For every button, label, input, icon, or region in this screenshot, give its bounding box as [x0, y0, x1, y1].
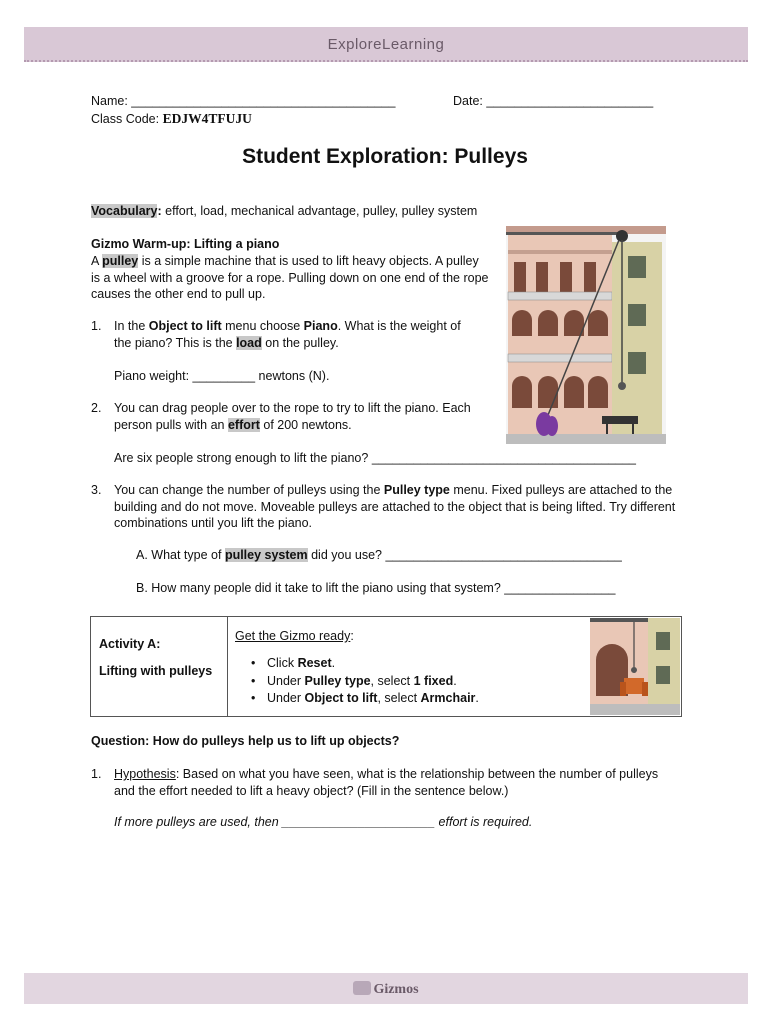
gizmos-brand-text: Gizmos [373, 982, 419, 997]
pulley-building-illustration [506, 226, 666, 444]
q3-text-1: You can change the number of pulleys using the [114, 483, 384, 497]
question-3-text [114, 482, 680, 532]
step1-text-c: . [331, 656, 336, 670]
warmup-text-rest: is a simple machine that is used to lift heavy objects. A pulley is a wheel with a groove for a rope. Pulling down on one end of the rope causes the other end to pull up. [91, 254, 489, 301]
get-gizmo-ready-colon: : [350, 629, 354, 643]
question-3b[interactable]: B. How many people did it take to lift the piano using that system? ________________ [136, 581, 616, 595]
gizmos-icon [353, 981, 371, 995]
question-2-text [114, 400, 484, 433]
q3a-text-1: A. What type of [136, 548, 225, 562]
vocabulary-terms: effort, load, mechanical advantage, pulley, pulley system [161, 204, 478, 218]
question-heading: Question: How do pulleys help us to lift up objects? [91, 734, 400, 748]
gizmos-logo [24, 981, 748, 998]
step-reset [251, 655, 479, 673]
class-code-label: Class Code: [91, 112, 163, 126]
hypothesis-sentence[interactable]: If more pulleys are used, then ______________________ effort is required. [114, 815, 533, 829]
q1-menu: Object to lift [148, 319, 222, 333]
explorelearning-logo: ExploreLearning [327, 36, 445, 53]
effort-term: effort [227, 417, 260, 432]
load-term: load [236, 335, 262, 350]
hypothesis-body: : Based on what you have seen, what is the relationship between the number of pulleys and the effort needed to lift a heavy object? (Fill in the sentence below.) [114, 767, 659, 798]
step-object-to-lift [251, 690, 479, 708]
step3-object-to-lift: Object to lift [304, 691, 378, 705]
warmup-text [91, 253, 491, 303]
piano-weight-answer[interactable]: Piano weight: _________ newtons (N). [114, 369, 330, 383]
q2-text-1: You can drag people over to the rope to try to lift the piano. Each person pulls with an [114, 401, 471, 432]
step1-reset: Reset [297, 656, 332, 670]
get-gizmo-ready [235, 629, 354, 643]
step2-pulley-type: Pulley type [304, 673, 371, 688]
q1-piano: Piano [303, 319, 338, 333]
question-1-text [114, 318, 474, 351]
q3-menu: Pulley type [383, 483, 450, 497]
name-field[interactable]: Name: ______________________________________ [91, 94, 396, 108]
step3-armchair: Armchair [420, 691, 476, 705]
pulley-term: pulley [102, 254, 139, 268]
q1-text-4: on the pulley. [261, 335, 339, 350]
warmup-text-a: A [91, 254, 103, 268]
setup-steps [251, 655, 479, 708]
header-bar [24, 27, 748, 62]
armchair-pulley-illustration [590, 618, 680, 715]
step2-one-fixed: 1 fixed [413, 673, 454, 688]
question-3-number: 3. [91, 483, 102, 497]
page-title: Student Exploration: Pulleys [242, 145, 528, 168]
pulley-system-term: pulley system [224, 548, 308, 562]
question-1-number: 1. [91, 319, 102, 333]
vocabulary-label: Vocabulary [91, 204, 158, 218]
hypothesis-number: 1. [91, 767, 102, 781]
q2-text-2: of 200 newtons. [259, 417, 352, 432]
step3-text-e: . [475, 691, 479, 705]
date-field[interactable]: Date: ________________________ [453, 94, 654, 108]
warmup-title: Gizmo Warm-up: Lifting a piano [91, 237, 280, 251]
activity-divider [227, 617, 228, 716]
step1-text-a: Click [267, 656, 298, 670]
activity-subtitle: Lifting with pulleys [99, 664, 213, 678]
q1-text-1: In the [114, 319, 149, 333]
hypothesis-label: Hypothesis [114, 767, 176, 781]
six-people-question[interactable]: Are six people strong enough to lift the piano? ______________________________________ [114, 451, 636, 465]
hypothesis-text [114, 766, 680, 799]
step2-text-a: Under [267, 673, 305, 688]
question-2-number: 2. [91, 401, 102, 415]
q1-text-2: menu choose [221, 319, 304, 333]
step-pulley-type [251, 673, 479, 691]
step2-text-c: , select [370, 673, 414, 688]
footer-bar [24, 973, 748, 1004]
class-code [91, 111, 252, 127]
q1-text-3: . What is the weight of the piano? This is the [114, 319, 461, 350]
question-3a[interactable] [136, 547, 696, 564]
vocabulary-colon: : [157, 204, 162, 218]
q3-text-2: menu. Fixed pulleys are attached to the building and do not move. Moveable pulleys are attached to the object that is being lifted. Try different combinations until you lift the piano. [114, 483, 676, 530]
step3-text-c: , select [377, 691, 421, 705]
step3-text-a: Under [267, 691, 305, 705]
get-gizmo-ready-label: Get the Gizmo ready [235, 629, 351, 643]
activity-label: Activity A: [99, 637, 161, 651]
class-code-value: EDJW4TFUJU [162, 111, 252, 126]
step2-text-e: . [453, 673, 457, 688]
q3a-text-2: did you use? __________________________________ [307, 548, 622, 562]
vocabulary-line [91, 204, 477, 218]
